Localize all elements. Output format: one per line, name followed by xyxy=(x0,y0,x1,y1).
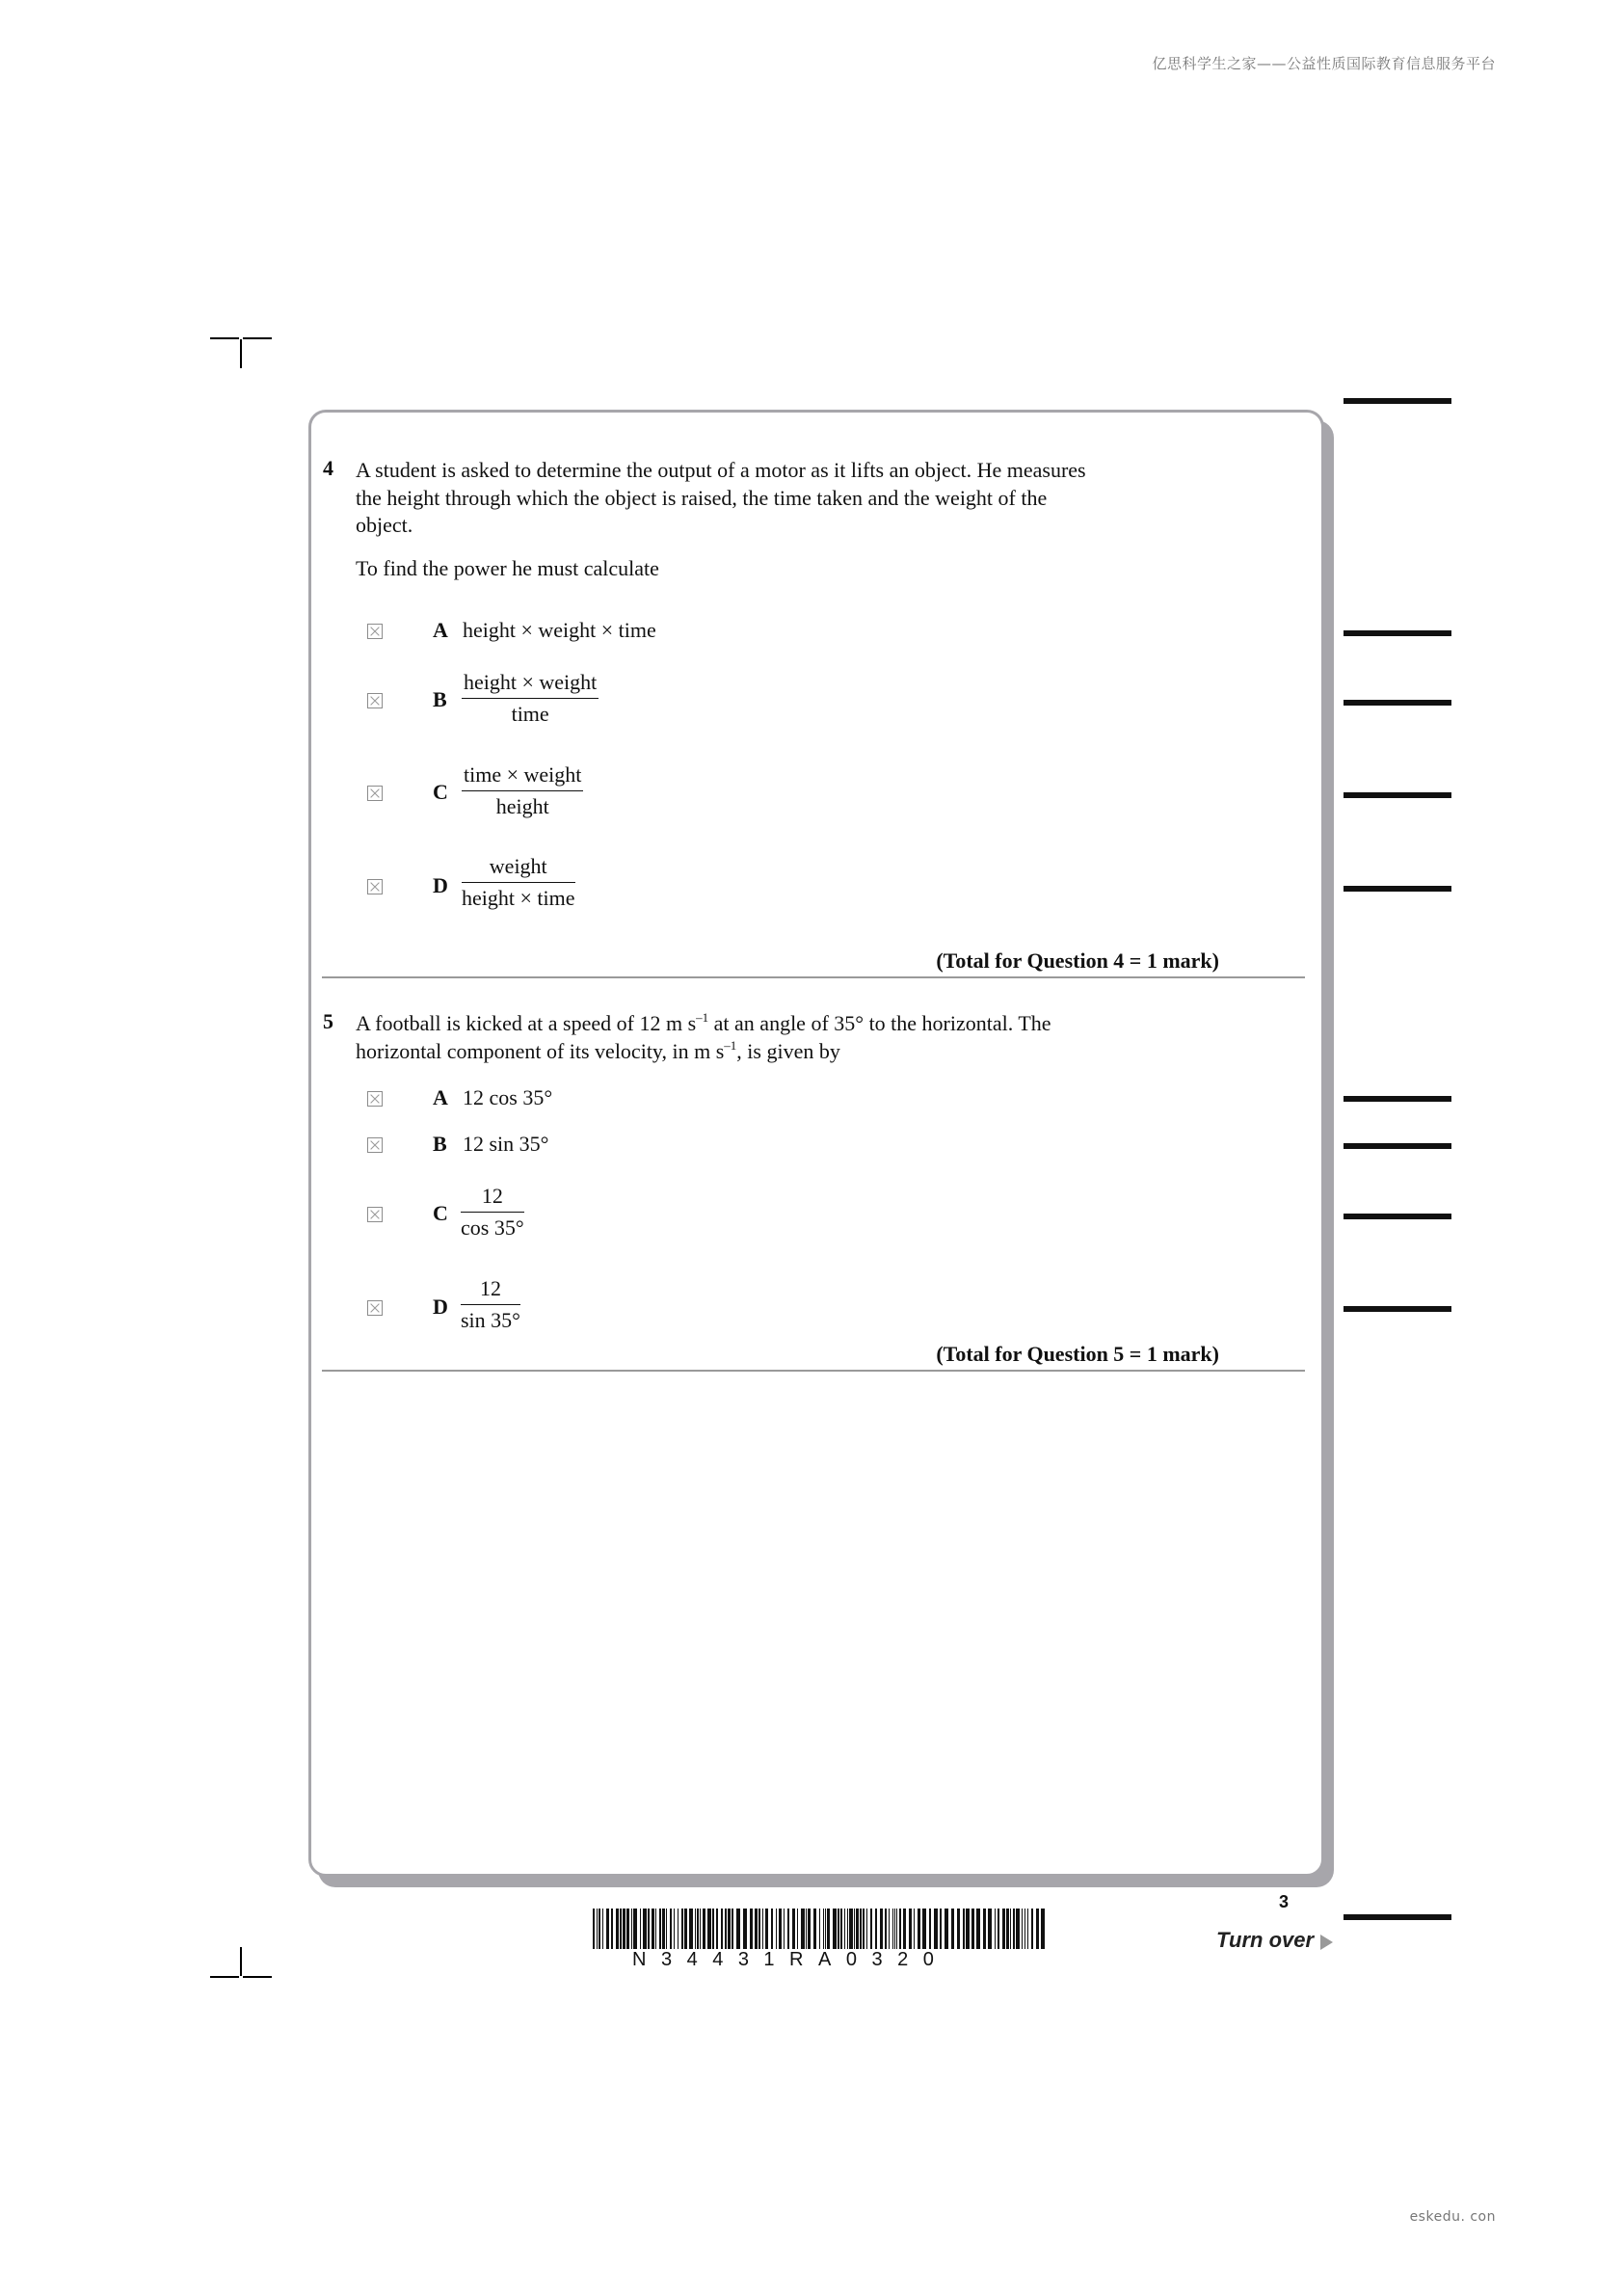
question-4-prompt: To find the power he must calculate xyxy=(356,556,659,580)
option-text: 12 sin 35° xyxy=(463,1132,549,1156)
barcode-bar xyxy=(929,1909,931,1949)
barcode-bar xyxy=(889,1909,890,1949)
barcode-bar xyxy=(892,1909,893,1949)
fraction-denominator: height × time xyxy=(462,886,575,910)
barcode-bar xyxy=(728,1909,731,1949)
barcode-bar xyxy=(844,1909,845,1949)
question-5-line-1-rest: at an angle of 35° to the horizontal. The xyxy=(708,1011,1051,1035)
barcode-bar xyxy=(721,1909,723,1949)
barcode-bar xyxy=(849,1909,853,1949)
barcode-bar xyxy=(620,1909,622,1949)
barcode-bar xyxy=(833,1909,837,1949)
barcode-bar xyxy=(909,1909,912,1949)
question-5-line-2-text: horizontal component of its velocity, in m s xyxy=(356,1039,725,1063)
barcode-bar xyxy=(758,1909,760,1949)
barcode-bar xyxy=(885,1909,887,1949)
cross-icon xyxy=(368,625,382,638)
barcode-bar xyxy=(903,1909,906,1949)
barcode-bar xyxy=(825,1909,826,1949)
barcode-bar xyxy=(684,1909,687,1949)
barcode-bar xyxy=(995,1909,996,1949)
barcode-bar xyxy=(945,1909,948,1949)
fraction-denominator: cos 35° xyxy=(461,1215,524,1240)
barcode-bar xyxy=(662,1909,665,1949)
barcode-bar xyxy=(703,1909,705,1949)
barcode-bar xyxy=(797,1909,798,1949)
barcode-bar xyxy=(606,1909,609,1949)
barcode-bar xyxy=(971,1909,974,1949)
barcode-bar xyxy=(863,1909,865,1949)
fraction-numerator: 12 xyxy=(461,1276,520,1305)
barcode-bar xyxy=(779,1909,782,1949)
option-fraction xyxy=(462,854,575,911)
barcode-bar xyxy=(640,1909,641,1949)
question-4-line-1: A student is asked to determine the output of a motor as it lifts an object. He measures xyxy=(356,458,1086,482)
barcode-number: N34431RA0320 xyxy=(632,1949,949,1970)
crop-mark-bottom-v xyxy=(240,1947,242,1976)
barcode-bar xyxy=(951,1909,954,1949)
barcode-bar xyxy=(762,1909,763,1949)
barcode-bar xyxy=(700,1909,701,1949)
barcode xyxy=(593,1909,1046,1949)
barcode-bar xyxy=(934,1909,938,1949)
option-checkbox-q4-c[interactable] xyxy=(367,786,383,801)
barcode-bar xyxy=(652,1909,654,1949)
barcode-bar xyxy=(875,1909,877,1949)
cross-icon xyxy=(368,787,382,800)
question-4-number: 4 xyxy=(323,456,333,480)
unit-exponent: –1 xyxy=(696,1009,709,1025)
barcode-bar xyxy=(674,1909,675,1949)
barcode-bar xyxy=(712,1909,714,1949)
fraction-denominator: height xyxy=(495,794,549,818)
barcode-bar xyxy=(957,1909,960,1949)
barcode-bar xyxy=(659,1909,661,1949)
barcode-bar xyxy=(838,1909,839,1949)
barcode-bar xyxy=(784,1909,785,1949)
barcode-bar xyxy=(922,1909,926,1949)
option-text: 12 cos 35° xyxy=(463,1085,553,1109)
option-fraction xyxy=(461,1276,520,1333)
fraction-numerator: time × weight xyxy=(462,762,583,791)
barcode-bar xyxy=(743,1909,747,1949)
question-4-total: (Total for Question 4 = 1 mark) xyxy=(936,948,1219,973)
question-panel xyxy=(308,410,1324,1877)
turn-over-label: Turn over xyxy=(1216,1928,1315,1952)
barcode-bar xyxy=(966,1909,970,1949)
option-letter: C xyxy=(433,780,448,804)
barcode-bar xyxy=(631,1909,632,1949)
barcode-bar xyxy=(616,1909,619,1949)
barcode-bar xyxy=(670,1909,672,1949)
barcode-bar xyxy=(866,1909,867,1949)
question-5-line-1 xyxy=(356,1009,1051,1037)
barcode-bar xyxy=(689,1909,693,1949)
option-checkbox-q5-d[interactable] xyxy=(367,1300,383,1316)
barcode-bar xyxy=(899,1909,901,1949)
margin-bar xyxy=(1344,1914,1451,1920)
margin-bar xyxy=(1344,1214,1451,1219)
barcode-bar xyxy=(755,1909,758,1949)
fraction-numerator: height × weight xyxy=(462,670,599,699)
cross-icon xyxy=(368,1138,382,1152)
option-fraction xyxy=(461,1184,524,1241)
option-letter: C xyxy=(433,1201,448,1225)
barcode-bar xyxy=(643,1909,647,1949)
question-divider xyxy=(322,976,1305,978)
barcode-bar xyxy=(611,1909,613,1949)
unit-exponent: –1 xyxy=(724,1037,737,1053)
barcode-bar xyxy=(626,1909,629,1949)
barcode-bar xyxy=(787,1909,789,1949)
barcode-bar xyxy=(597,1909,598,1949)
barcode-bar xyxy=(716,1909,718,1949)
barcode-bar xyxy=(736,1909,740,1949)
option-checkbox-q4-a[interactable] xyxy=(367,624,383,639)
barcode-bar xyxy=(1013,1909,1015,1949)
barcode-bar xyxy=(860,1909,862,1949)
option-checkbox-q5-b[interactable] xyxy=(367,1137,383,1153)
barcode-bar xyxy=(1027,1909,1028,1949)
cross-icon xyxy=(368,1301,382,1315)
barcode-bar xyxy=(998,1909,999,1949)
crop-mark-bottom-h1 xyxy=(210,1976,239,1978)
margin-bar xyxy=(1344,630,1451,636)
option-checkbox-q5-a[interactable] xyxy=(367,1091,383,1107)
barcode-bar xyxy=(847,1909,848,1949)
fraction-denominator: time xyxy=(511,702,549,726)
barcode-bar xyxy=(750,1909,753,1949)
barcode-bar xyxy=(819,1909,820,1949)
cross-icon xyxy=(368,1208,382,1221)
option-letter: D xyxy=(433,1295,448,1319)
turn-over-arrow-icon xyxy=(1320,1935,1333,1950)
barcode-bar xyxy=(602,1909,603,1949)
margin-bar xyxy=(1344,1096,1451,1102)
header-watermark: 亿思科学生之家——公益性质国际教育信息服务平台 xyxy=(1152,55,1496,72)
question-5-total: (Total for Question 5 = 1 mark) xyxy=(936,1342,1219,1366)
barcode-bar xyxy=(771,1909,773,1949)
barcode-bar xyxy=(593,1909,595,1949)
question-5-line-2 xyxy=(356,1037,840,1065)
barcode-bar xyxy=(776,1909,777,1949)
barcode-bar xyxy=(894,1909,895,1949)
question-5-line-1-text: A football is kicked at a speed of 12 m s xyxy=(356,1011,697,1035)
question-4-line-2: the height through which the object is raised, the time taken and the weight of the xyxy=(356,486,1048,510)
option-letter: B xyxy=(433,1132,447,1156)
barcode-bar xyxy=(697,1909,699,1949)
barcode-bar xyxy=(963,1909,965,1949)
margin-bar xyxy=(1344,700,1451,706)
margin-bar xyxy=(1344,1143,1451,1149)
fraction-numerator: 12 xyxy=(461,1184,524,1213)
barcode-bar xyxy=(707,1909,711,1949)
barcode-bar xyxy=(1010,1909,1011,1949)
barcode-bar xyxy=(1016,1909,1020,1949)
option-checkbox-q4-d[interactable] xyxy=(367,879,383,894)
crop-mark-top-h2 xyxy=(243,337,272,339)
barcode-bar xyxy=(880,1909,883,1949)
margin-bar xyxy=(1344,886,1451,892)
barcode-bar xyxy=(806,1909,807,1949)
barcode-bar xyxy=(823,1909,824,1949)
fraction-numerator: weight xyxy=(462,854,575,883)
barcode-bar xyxy=(914,1909,915,1949)
question-4-line-3: object. xyxy=(356,513,413,537)
barcode-bar xyxy=(988,1909,992,1949)
barcode-bar xyxy=(1006,1909,1009,1949)
barcode-bar xyxy=(856,1909,859,1949)
barcode-bar xyxy=(1031,1909,1033,1949)
barcode-bar xyxy=(655,1909,656,1949)
barcode-bar xyxy=(1002,1909,1005,1949)
barcode-bar xyxy=(976,1909,980,1949)
barcode-bar xyxy=(1036,1909,1039,1949)
barcode-bar xyxy=(808,1909,811,1949)
question-5-line-2-rest: , is given by xyxy=(736,1039,840,1063)
page-number: 3 xyxy=(1279,1892,1290,1911)
option-checkbox-q5-c[interactable] xyxy=(367,1207,383,1222)
option-text: height × weight × time xyxy=(463,618,656,642)
barcode-bar xyxy=(827,1909,830,1949)
option-letter: A xyxy=(433,618,448,642)
barcode-bar xyxy=(918,1909,920,1949)
barcode-bar xyxy=(765,1909,768,1949)
margin-bar xyxy=(1344,398,1451,404)
footer-watermark: eskedu. con xyxy=(1409,2209,1496,2225)
barcode-bar xyxy=(623,1909,625,1949)
margin-bar xyxy=(1344,1306,1451,1312)
barcode-bar xyxy=(896,1909,897,1949)
fraction-denominator: sin 35° xyxy=(461,1308,520,1332)
option-letter: D xyxy=(433,873,448,897)
option-fraction xyxy=(462,762,583,819)
barcode-bar xyxy=(813,1909,816,1949)
question-5-number: 5 xyxy=(323,1009,333,1033)
barcode-bar xyxy=(725,1909,727,1949)
barcode-bar xyxy=(633,1909,637,1949)
barcode-bar xyxy=(854,1909,855,1949)
crop-mark-top-v xyxy=(240,339,242,368)
barcode-bar xyxy=(870,1909,872,1949)
barcode-bar xyxy=(695,1909,696,1949)
barcode-bar xyxy=(1041,1909,1045,1949)
barcode-bar xyxy=(940,1909,942,1949)
option-letter: B xyxy=(433,687,447,711)
option-checkbox-q4-b[interactable] xyxy=(367,693,383,708)
option-letter: A xyxy=(433,1085,448,1109)
barcode-bar xyxy=(681,1909,683,1949)
crop-mark-bottom-h2 xyxy=(243,1976,272,1978)
barcode-bar xyxy=(648,1909,650,1949)
question-divider xyxy=(322,1370,1305,1372)
barcode-bar xyxy=(840,1909,842,1949)
crop-mark-top-h1 xyxy=(210,337,239,339)
barcode-bar xyxy=(1022,1909,1023,1949)
margin-bar xyxy=(1344,792,1451,798)
cross-icon xyxy=(368,880,382,894)
barcode-bar xyxy=(732,1909,733,1949)
cross-icon xyxy=(368,694,382,707)
barcode-bar xyxy=(599,1909,600,1949)
barcode-bar xyxy=(666,1909,667,1949)
barcode-bar xyxy=(792,1909,795,1949)
option-fraction xyxy=(462,670,599,727)
barcode-bar xyxy=(983,1909,986,1949)
cross-icon xyxy=(368,1092,382,1106)
barcode-bar xyxy=(1024,1909,1025,1949)
barcode-bar xyxy=(801,1909,805,1949)
